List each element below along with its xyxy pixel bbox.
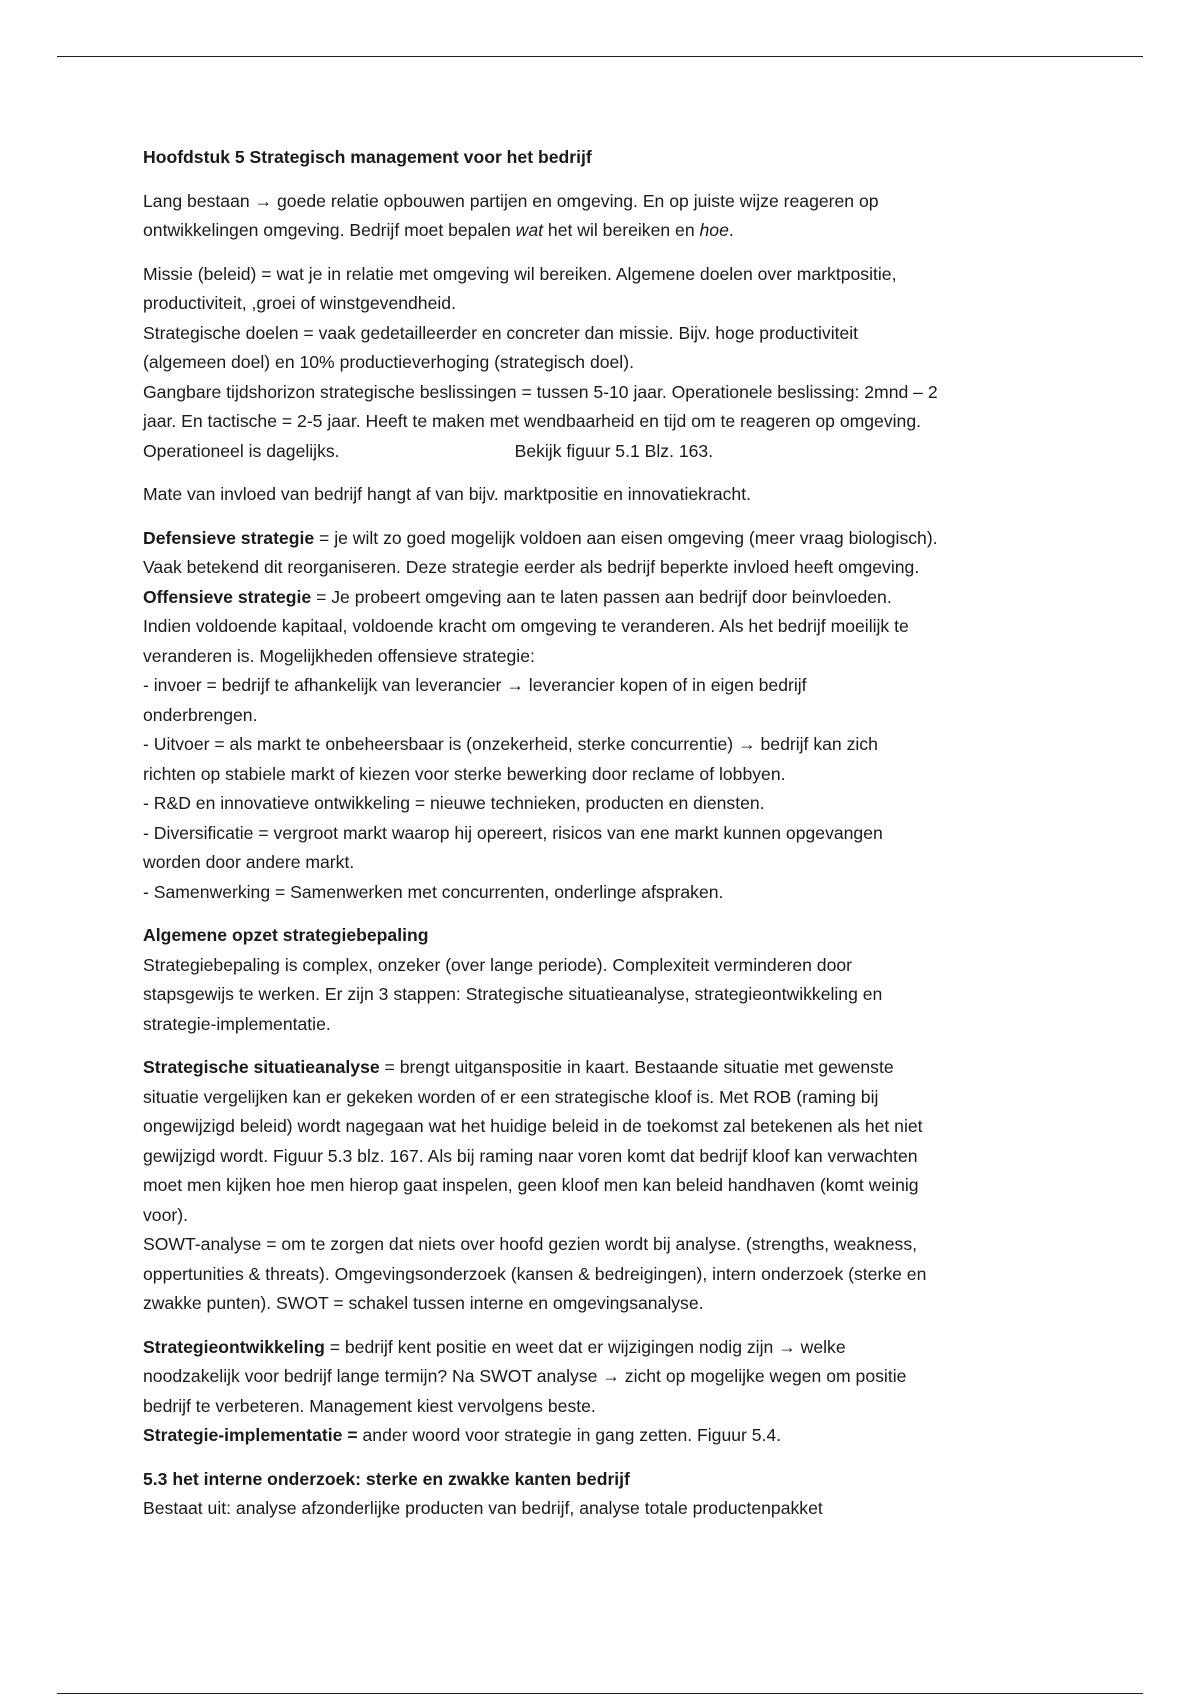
text-line: situatie vergelijken kan er gekeken worden of er een strategische kloof is. Met ROB (raming bij (143, 1086, 879, 1107)
text-run: . (728, 220, 734, 240)
text-line: Strategische doelen = vaak gedetailleerder en concreter dan missie. Bijv. hoge productiviteit (143, 322, 859, 343)
emphasis-wat: wat (515, 220, 544, 240)
text-line: zwakke punten). SWOT = schakel tussen interne en omgevingsanalyse. (143, 1293, 704, 1313)
text-run: = je wilt zo goed mogelijk voldoen aan eisen omgeving (meer vraag biologisch). (314, 527, 938, 548)
text-line (143, 1053, 1063, 1083)
ontwikkeling-paragraph (143, 1333, 1063, 1451)
text-line: stapsgewijs te werken. Er zijn 3 stappen: Strategische situatieanalyse, strategieontwikkeling en (143, 984, 883, 1004)
text-run: ontwikkelingen omgeving. Bedrijf moet bepalen (143, 220, 516, 240)
text-line (143, 1333, 1063, 1363)
text-line: SOWT-analyse = om te zorgen dat niets over hoofd gezien wordt bij analyse. (strengths, weakness, (143, 1234, 918, 1254)
intern-paragraph (143, 1465, 1063, 1524)
text-run: ander woord voor strategie in gang zetten. Figuur 5.4. (357, 1425, 782, 1445)
bottom-rule (57, 1693, 1143, 1694)
text-line: productiviteit, ,groei of winstgevendheid. (143, 293, 456, 313)
chapter-heading (143, 143, 1063, 173)
text-line: strategie-implementatie. (143, 1013, 331, 1034)
text-line: Bestaat uit: analyse afzonderlijke producten van bedrijf, analyse totale productenpakket (143, 1498, 823, 1518)
text-line (143, 1421, 1063, 1451)
document-body (143, 143, 1063, 1538)
list-item: - invoer = bedrijf te afhankelijk van leverancier → leverancier kopen of in eigen bedrijf (143, 675, 807, 695)
text-line (143, 583, 1063, 613)
list-item: - Samenwerking = Samenwerken met concurrenten, onderlinge afspraken. (143, 881, 724, 902)
text-line: veranderen is. Mogelijkheden offensieve strategie: (143, 645, 535, 666)
list-item: - Uitvoer = als markt te onbeheersbaar is (onzekerheid, sterke concurrentie) → bedrijf kan zich (143, 734, 878, 754)
text-run: = Je probeert omgeving aan te laten passen aan bedrijf door beinvloeden. (311, 586, 892, 607)
list-item: richten op stabiele markt of kiezen voor sterke bewerking door reclame of lobbyen. (143, 763, 786, 784)
chapter-title: Hoofdstuk 5 Strategisch management voor het bedrijf (143, 147, 592, 167)
invloed-paragraph (143, 480, 1063, 510)
text-line: (algemeen doel) en 10% productieverhoging (strategisch doel). (143, 352, 634, 372)
text-line: Vaak betekend dit reorganiseren. Deze strategie eerder als bedrijf beperkte invloed heeft omgeving. (143, 557, 920, 577)
text-run: = bedrijf kent positie en weet dat er wijzigingen nodig zijn → welke (324, 1336, 846, 1357)
top-rule (57, 56, 1143, 57)
text-line: Gangbare tijdshorizon strategische beslissingen = tussen 5-10 jaar. Operationele beslissing: 2mnd – 2 (143, 381, 938, 402)
term-defensieve-strategie: Defensieve strategie (143, 527, 315, 548)
text-line: oppertunities & threats). Omgevingsonderzoek (kansen & bedreigingen), intern onderzoek (sterke en (143, 1263, 927, 1284)
text-run: het wil bereiken en (543, 220, 700, 240)
text-line: moet men kijken hoe men hierop gaat inspelen, geen kloof men kan beleid handhaven (komt weinig (143, 1175, 919, 1195)
situatie-paragraph (143, 1053, 1063, 1319)
missie-paragraph (143, 260, 1063, 467)
text-line: Mate van invloed van bedrijf hangt af van bijv. marktpositie en innovatiekracht. (143, 484, 751, 504)
term-offensieve-strategie: Offensieve strategie (143, 586, 312, 607)
text-line: gewijzigd wordt. Figuur 5.3 blz. 167. Als bij raming naar voren komt dat bedrijf kloof kan verwachten (143, 1145, 918, 1166)
term-strategie-implementatie: Strategie-implementatie = (143, 1425, 358, 1445)
text-line: bedrijf te verbeteren. Management kiest vervolgens beste. (143, 1395, 596, 1416)
list-item: - R&D en innovatieve ontwikkeling = nieuwe technieken, producten en diensten. (143, 793, 765, 813)
opzet-paragraph (143, 921, 1063, 1039)
strategie-paragraph (143, 524, 1063, 908)
list-item: onderbrengen. (143, 704, 258, 725)
text-line: Strategiebepaling is complex, onzeker (over lange periode). Complexiteit verminderen door (143, 954, 853, 975)
term-strategieontwikkeling: Strategieontwikkeling (143, 1336, 325, 1357)
intro-paragraph (143, 187, 1063, 246)
text-line: Indien voldoende kapitaal, voldoende kracht om omgeving te veranderen. Als het bedrijf moeilijk te (143, 616, 909, 636)
text-line: Missie (beleid) = wat je in relatie met omgeving wil bereiken. Algemene doelen over marktpositie, (143, 263, 897, 284)
text-run: Operationeel is dagelijks. (143, 440, 340, 461)
text-line: ongewijzigd beleid) wordt nagegaan wat het huidige beleid in de toekomst zal betekenen als het niet (143, 1116, 923, 1136)
section-title: 5.3 het interne onderzoek: sterke en zwakke kanten bedrijf (143, 1468, 630, 1489)
list-item: worden door andere markt. (143, 852, 355, 872)
text-line (143, 437, 1063, 467)
text-line: voor). (143, 1204, 188, 1225)
figure-reference: Bekijk figuur 5.1 Blz. 163. (514, 440, 714, 461)
emphasis-hoe: hoe (699, 220, 729, 240)
text-line (143, 524, 1063, 554)
list-item: - Diversificatie = vergroot markt waarop hij opereert, risicos van ene markt kunnen opgevangen (143, 822, 883, 843)
section-title: Algemene opzet strategiebepaling (143, 925, 429, 945)
term-situatieanalyse: Strategische situatieanalyse (143, 1057, 380, 1077)
text-line: jaar. En tactische = 2-5 jaar. Heeft te maken met wendbaarheid en tijd om te reageren op omgeving. (143, 411, 921, 431)
text-line: Lang bestaan → goede relatie opbouwen partijen en omgeving. En op juiste wijze reageren op (143, 190, 879, 211)
text-run: = brengt uitganspositie in kaart. Bestaande situatie met gewenste (379, 1057, 894, 1077)
text-line: noodzakelijk voor bedrijf lange termijn? Na SWOT analyse → zicht op mogelijke wegen om positie (143, 1366, 907, 1386)
text-line (143, 216, 1063, 246)
